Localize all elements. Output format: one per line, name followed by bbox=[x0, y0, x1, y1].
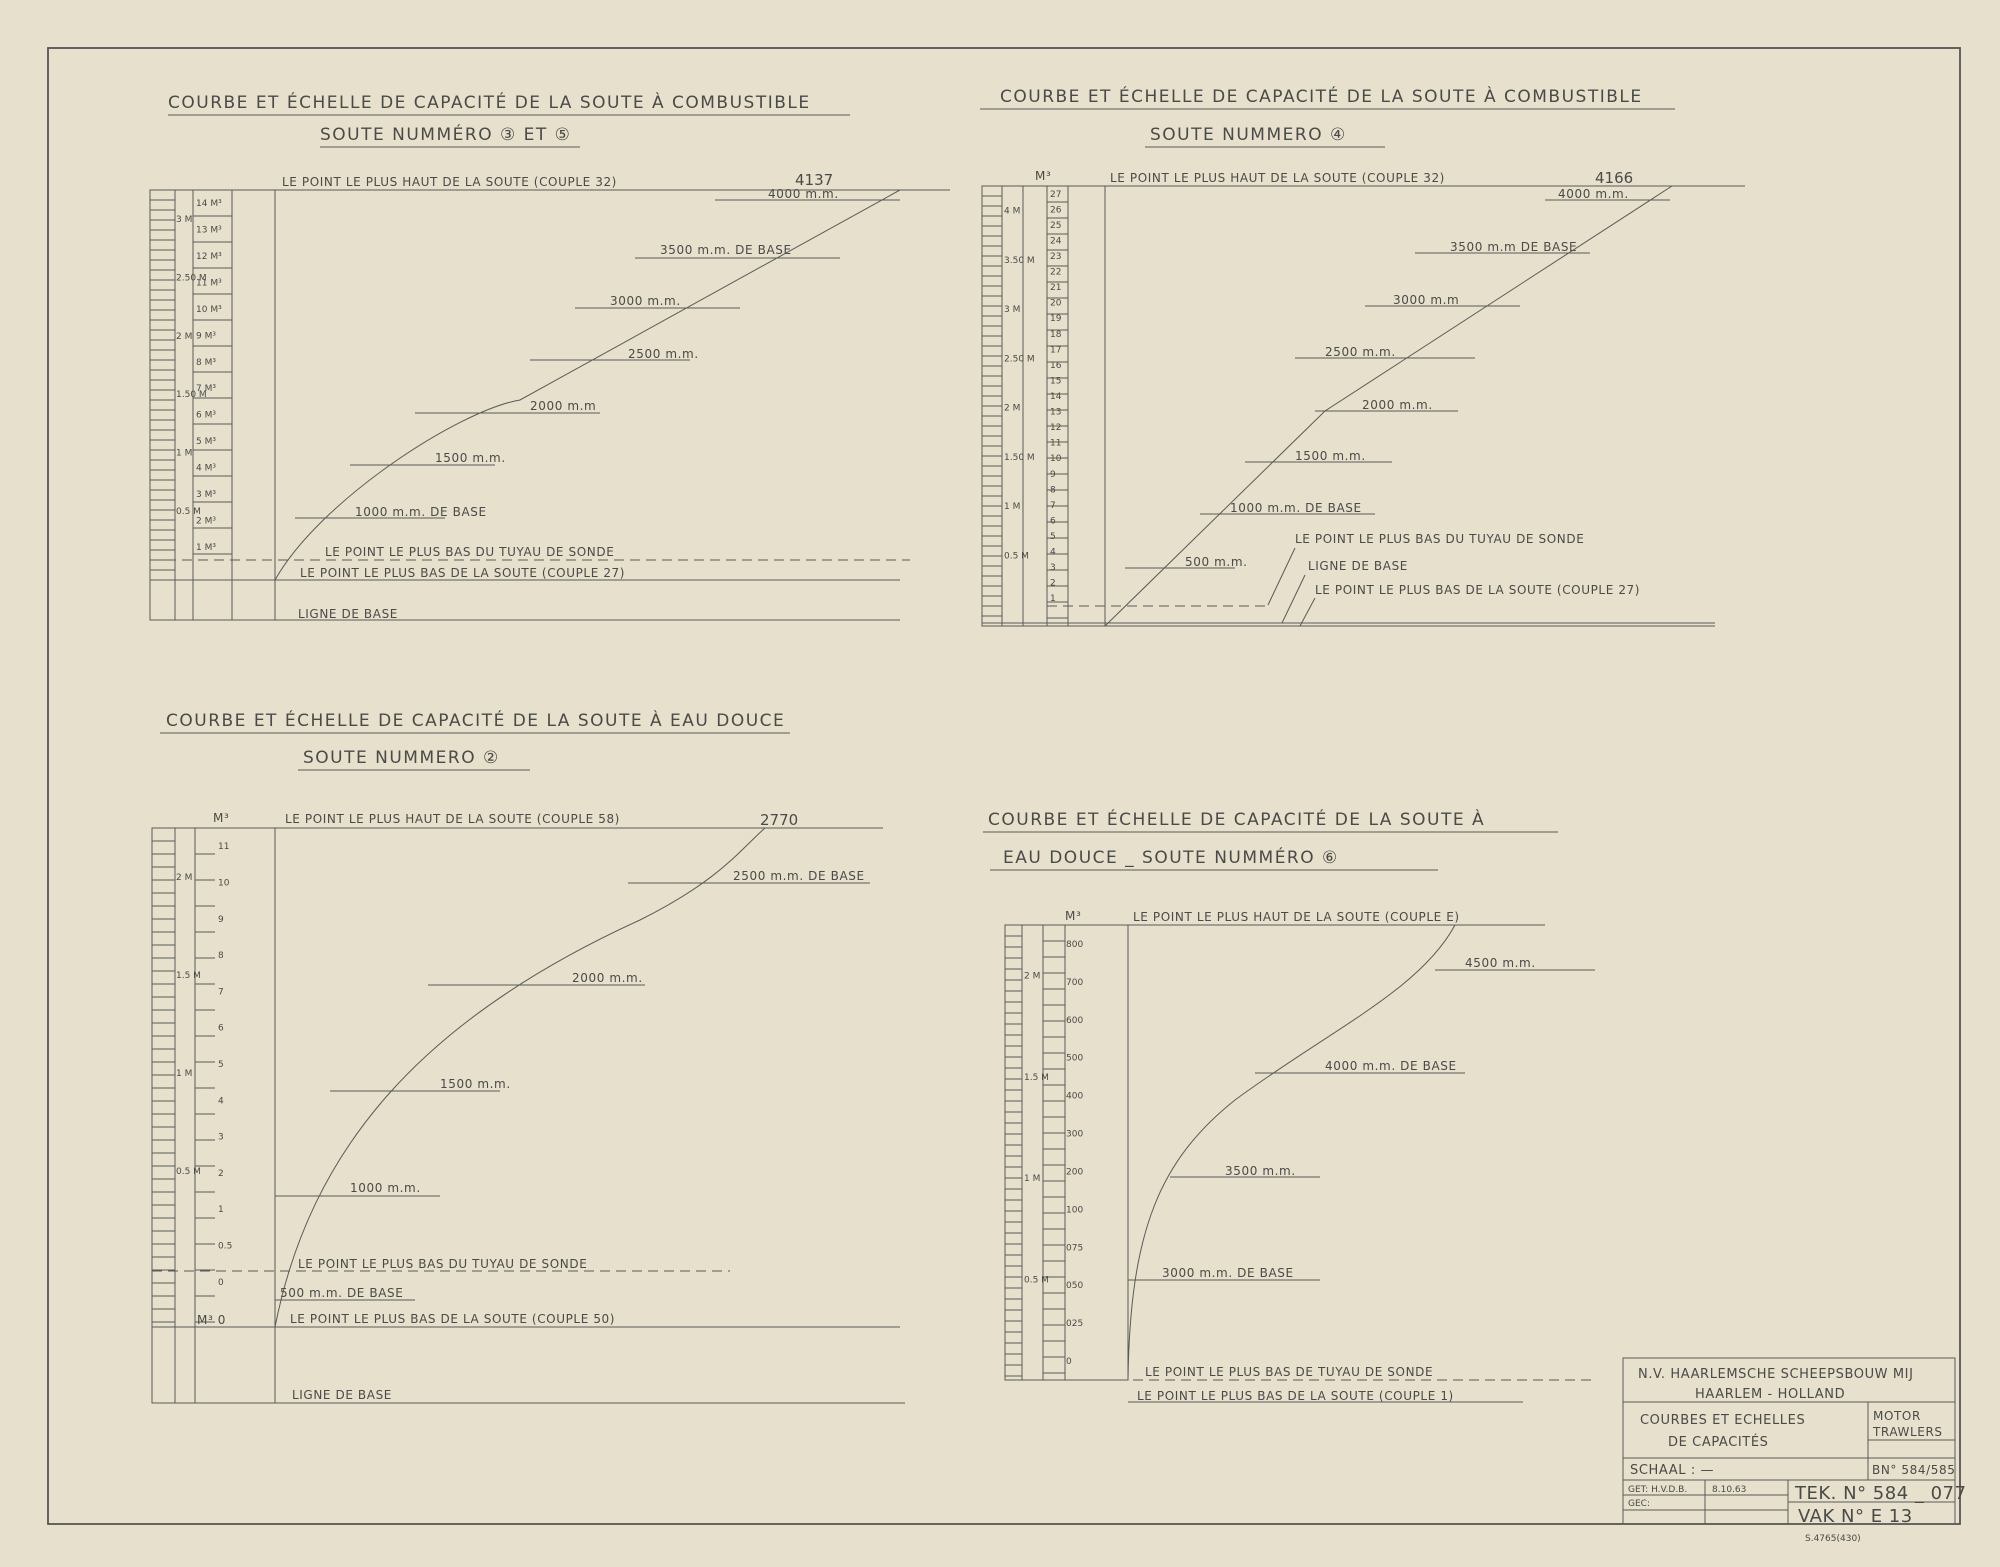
panel2-volume-label: 27 bbox=[1050, 189, 1062, 200]
panel2-level-2500: 2500 m.m. bbox=[1325, 345, 1396, 359]
panel2-volume-label: 11 bbox=[1050, 438, 1062, 449]
panel4-top-line: LE POINT LE PLUS HAUT DE LA SOUTE (COUPLE E) bbox=[1133, 910, 1460, 924]
panel4-volume-label: 400 bbox=[1066, 1091, 1084, 1102]
panel1-height-label: 3 M bbox=[176, 215, 193, 226]
panel4-volume-label: 500 bbox=[1066, 1053, 1084, 1064]
panel1-height-label: 2.50 M bbox=[176, 273, 207, 284]
panel2-volume-label: 2 bbox=[1050, 578, 1056, 589]
panel2-sounding-line: LE POINT LE PLUS BAS DU TUYAU DE SONDE bbox=[1295, 532, 1585, 546]
panel2-level-1000: 1000 m.m. DE BASE bbox=[1230, 501, 1362, 515]
panel2-volume-label: 20 bbox=[1050, 298, 1062, 309]
panel2-volume-label: 24 bbox=[1050, 236, 1062, 247]
panel1-title: COURBE ET ÉCHELLE DE CAPACITÉ DE LA SOUTE À COMBUSTIBLE bbox=[168, 93, 811, 113]
panel4-volume-label: 600 bbox=[1066, 1015, 1084, 1026]
panel2-level-2000: 2000 m.m. bbox=[1362, 398, 1433, 412]
panel2-height-label: 1.50 M bbox=[1004, 452, 1035, 463]
panel1-volume-label: 11 M³ bbox=[196, 278, 222, 289]
panel1-level-1500: 1500 m.m. bbox=[435, 451, 506, 465]
company-name: N.V. HAARLEMSCHE SCHEEPSBOUW MIJ bbox=[1638, 1367, 1914, 1382]
panel4-volume-label: 800 bbox=[1066, 939, 1084, 950]
panel3-sounding-line: LE POINT LE PLUS BAS DU TUYAU DE SONDE bbox=[298, 1257, 588, 1271]
panel2-volume-label: 6 bbox=[1050, 516, 1056, 527]
checked-by: GEC: bbox=[1628, 1499, 1650, 1509]
panel3-bottom-line: LE POINT LE PLUS BAS DE LA SOUTE (COUPLE 50) bbox=[290, 1312, 616, 1326]
panel1-level-3000: 3000 m.m. bbox=[610, 294, 681, 308]
panel2-volume-label: 10 bbox=[1050, 454, 1062, 465]
panel2-bottom-line: LE POINT LE PLUS BAS DE LA SOUTE (COUPLE 27) bbox=[1315, 583, 1641, 597]
build-numbers: BN° 584/585 bbox=[1872, 1463, 1956, 1477]
panel4-height-label: 1 M bbox=[1024, 1174, 1041, 1185]
panel2-volume-label: 8 bbox=[1050, 485, 1056, 496]
panel1-height-label: 1 M bbox=[176, 448, 193, 459]
panel3-volume-label: 11 bbox=[218, 842, 230, 853]
panel1-volume-label: 10 M³ bbox=[196, 304, 222, 315]
panel2-volume-label: 16 bbox=[1050, 360, 1062, 371]
panel4-height-label: 0.5 M bbox=[1024, 1275, 1049, 1286]
panel1-volume-label: 5 M³ bbox=[196, 437, 216, 448]
panel2-volume-label: 26 bbox=[1050, 205, 1062, 216]
panel2-height-label: 2 M bbox=[1004, 403, 1021, 414]
panel2-volume-label: 17 bbox=[1050, 345, 1062, 356]
panel2-height-label: 1 M bbox=[1004, 502, 1021, 513]
panel4-volume-label: 700 bbox=[1066, 977, 1084, 988]
panel4-level-4000: 4000 m.m. DE BASE bbox=[1325, 1059, 1457, 1073]
panel1-height-label: 2 M bbox=[176, 331, 193, 342]
drawing-number: TEK. N° 584 _ 077 bbox=[1795, 1483, 1967, 1504]
panel2-volume-label: 14 bbox=[1050, 392, 1062, 402]
panel1-volume-label: 3 M³ bbox=[196, 489, 216, 500]
panel2-volume-label: 5 bbox=[1050, 532, 1056, 542]
panel3-level-1500: 1500 m.m. bbox=[440, 1077, 511, 1091]
panel2-base-line: LIGNE DE BASE bbox=[1308, 559, 1408, 573]
archive-number: S.4765(430) bbox=[1805, 1534, 1861, 1544]
panel1-sounding-line: LE POINT LE PLUS BAS DU TUYAU DE SONDE bbox=[325, 545, 615, 559]
panel2-title: COURBE ET ÉCHELLE DE CAPACITÉ DE LA SOUTE À COMBUSTIBLE bbox=[1000, 87, 1643, 107]
panel4-volume-label: 050 bbox=[1066, 1281, 1084, 1292]
panel2-top-value: 4166 bbox=[1595, 169, 1634, 187]
drawing-date: 8.10.63 bbox=[1712, 1485, 1747, 1495]
panel2-volume-label: 1 bbox=[1050, 594, 1056, 605]
panel3-level-2000: 2000 m.m. bbox=[572, 971, 643, 985]
panel2-volume-label: 13 bbox=[1050, 407, 1062, 418]
panel2-top-line: LE POINT LE PLUS HAUT DE LA SOUTE (COUPLE 32) bbox=[1110, 171, 1445, 185]
panel3-volume-label: 4 bbox=[218, 1096, 224, 1107]
panel2-volume-label: 12 bbox=[1050, 423, 1062, 434]
panel3-height-label: 2 M bbox=[176, 873, 193, 883]
panel2-volume-label: 23 bbox=[1050, 252, 1062, 262]
panel2-height-label: 2.50 M bbox=[1004, 354, 1035, 365]
panel2-volume-label: 7 bbox=[1050, 500, 1056, 511]
panel1-volume-label: 2 M³ bbox=[196, 516, 216, 527]
drawing-title-line1: COURBES ET ECHELLES bbox=[1640, 1413, 1806, 1428]
panel4-subtitle: EAU DOUCE _ SOUTE NUMMÉRO ⑥ bbox=[1003, 848, 1339, 868]
panel3-volume-label: 1 bbox=[218, 1205, 224, 1216]
panel3-volume-label: 6 bbox=[218, 1023, 224, 1034]
panel2-height-label: 4 M bbox=[1004, 206, 1021, 217]
panel2-volume-label: 15 bbox=[1050, 376, 1062, 387]
panel3-volume-label: 9 bbox=[218, 914, 224, 925]
panel3-volume-label: 2 bbox=[218, 1168, 224, 1179]
panel4-sounding-line: LE POINT LE PLUS BAS DE TUYAU DE SONDE bbox=[1145, 1365, 1434, 1379]
panel4-volume-label: 200 bbox=[1066, 1167, 1084, 1178]
panel3-title: COURBE ET ÉCHELLE DE CAPACITÉ DE LA SOUTE À EAU DOUCE bbox=[166, 711, 786, 731]
panel1-height-label: 0.5 M bbox=[176, 506, 201, 517]
panel1-level-2500: 2500 m.m. bbox=[628, 347, 699, 361]
panel4-volume-label: 075 bbox=[1066, 1243, 1084, 1254]
panel3-volume-label: 3 bbox=[218, 1132, 224, 1143]
panel3-top-value: 2770 bbox=[760, 811, 799, 829]
panel1-volume-label: 4 M³ bbox=[196, 463, 216, 474]
panel1-top-value: 4137 bbox=[795, 171, 834, 189]
panel1-volume-label: 6 M³ bbox=[196, 410, 216, 421]
panel1-base-line: LIGNE DE BASE bbox=[298, 607, 398, 621]
panel4-height-label: 2 M bbox=[1024, 971, 1041, 982]
panel2-level-4000: 4000 m.m. bbox=[1558, 187, 1629, 201]
panel3-volume-label: 8 bbox=[218, 951, 224, 962]
panel2-level-3500: 3500 m.m DE BASE bbox=[1450, 240, 1578, 254]
panel1-subtitle: SOUTE NUMMÉRO ③ ET ⑤ bbox=[320, 125, 572, 145]
vak-number: VAK N° E 13 bbox=[1798, 1506, 1913, 1527]
panel3-bottom-unit: M³ 0 bbox=[197, 1313, 227, 1327]
panel2-unit: M³ bbox=[1035, 169, 1052, 183]
panel1-volume-label: 13 M³ bbox=[196, 225, 222, 236]
panel3-height-label: 1 M bbox=[176, 1069, 193, 1079]
panel1-level-1000: 1000 m.m. DE BASE bbox=[355, 505, 487, 519]
vessel-type-line2: TRAWLERS bbox=[1873, 1425, 1943, 1439]
panel4-height-label: 1.5 M bbox=[1024, 1072, 1049, 1083]
panel4-level-3500: 3500 m.m. bbox=[1225, 1164, 1296, 1178]
panel4-volume-label: 100 bbox=[1066, 1205, 1084, 1216]
panel2-volume-label: 19 bbox=[1050, 314, 1062, 325]
drawing-title-line2: DE CAPACITÉS bbox=[1668, 1435, 1769, 1450]
panel2-level-500: 500 m.m. bbox=[1185, 555, 1248, 569]
panel2-volume-label: 18 bbox=[1050, 329, 1062, 340]
panel3-volume-label: 0 bbox=[218, 1277, 224, 1288]
panel4-level-4500: 4500 m.m. bbox=[1465, 956, 1536, 970]
panel4-volume-label: 025 bbox=[1066, 1319, 1084, 1330]
scale-label: SCHAAL : — bbox=[1630, 1463, 1715, 1478]
panel1-bottom-line: LE POINT LE PLUS BAS DE LA SOUTE (COUPLE 27) bbox=[300, 566, 626, 580]
panel2-volume-label: 21 bbox=[1050, 283, 1062, 294]
panel3-volume-label: 10 bbox=[218, 878, 230, 889]
panel2-height-label: 3 M bbox=[1004, 305, 1021, 316]
panel3-subtitle: SOUTE NUMMERO ② bbox=[303, 748, 500, 768]
panel1-volume-label: 12 M³ bbox=[196, 252, 222, 263]
panel1-volume-label: 7 M³ bbox=[196, 384, 216, 395]
panel3-height-label: 1.5 M bbox=[176, 971, 201, 981]
panel3-volume-label: 0.5 bbox=[218, 1241, 233, 1252]
panel2-volume-label: 3 bbox=[1050, 563, 1056, 574]
panel1-volume-label: 9 M³ bbox=[196, 331, 216, 342]
panel4-bottom-line: LE POINT LE PLUS BAS DE LA SOUTE (COUPLE 1) bbox=[1137, 1389, 1454, 1403]
panel3-level-1000: 1000 m.m. bbox=[350, 1181, 421, 1195]
panel1-top-line: LE POINT LE PLUS HAUT DE LA SOUTE (COUPLE 32) bbox=[282, 175, 617, 189]
vessel-type-line1: MOTOR bbox=[1873, 1409, 1921, 1423]
panel3-top-line: LE POINT LE PLUS HAUT DE LA SOUTE (COUPLE 58) bbox=[285, 812, 620, 826]
panel2-volume-label: 25 bbox=[1050, 220, 1062, 231]
panel3-height-label: 0.5 M bbox=[176, 1167, 201, 1177]
panel3-volume-label: 7 bbox=[218, 987, 224, 998]
panel2-height-label: 3.50 M bbox=[1004, 255, 1035, 266]
panel2-level-3000: 3000 m.m bbox=[1393, 293, 1460, 307]
panel1-level-2000: 2000 m.m bbox=[530, 399, 597, 413]
panel2-volume-label: 4 bbox=[1050, 547, 1056, 558]
panel4-volume-label: 0 bbox=[1066, 1357, 1072, 1368]
panel2-level-1500: 1500 m.m. bbox=[1295, 449, 1366, 463]
panel1-volume-label: 14 M³ bbox=[196, 199, 222, 210]
panel4-unit: M³ bbox=[1065, 909, 1082, 923]
panel3-base-line: LIGNE DE BASE bbox=[292, 1388, 392, 1402]
panel3-volume-label: 5 bbox=[218, 1060, 224, 1070]
drawn-by: GET: H.V.D.B. bbox=[1628, 1485, 1688, 1495]
panel1-volume-label: 1 M³ bbox=[196, 542, 216, 553]
panel4-volume-label: 300 bbox=[1066, 1129, 1084, 1140]
panel1-level-4000: 4000 m.m. bbox=[768, 187, 839, 201]
panel3-unit: M³ bbox=[213, 811, 230, 825]
panel1-height-label: 1.50 M bbox=[176, 390, 207, 401]
panel2-volume-label: 9 bbox=[1050, 469, 1056, 480]
panel2-subtitle: SOUTE NUMMERO ④ bbox=[1150, 125, 1347, 145]
panel1-volume-label: 8 M³ bbox=[196, 357, 216, 368]
panel2-volume-label: 22 bbox=[1050, 267, 1062, 278]
panel2-height-label: 0.5 M bbox=[1004, 551, 1029, 562]
panel3-level-2500: 2500 m.m. DE BASE bbox=[733, 869, 865, 883]
panel1-level-3500: 3500 m.m. DE BASE bbox=[660, 243, 792, 257]
company-city: HAARLEM - HOLLAND bbox=[1695, 1387, 1846, 1402]
panel4-title: COURBE ET ÉCHELLE DE CAPACITÉ DE LA SOUTE À bbox=[988, 810, 1486, 830]
panel4-level-3000: 3000 m.m. DE BASE bbox=[1162, 1266, 1294, 1280]
panel3-level-500: 500 m.m. DE BASE bbox=[280, 1286, 404, 1300]
